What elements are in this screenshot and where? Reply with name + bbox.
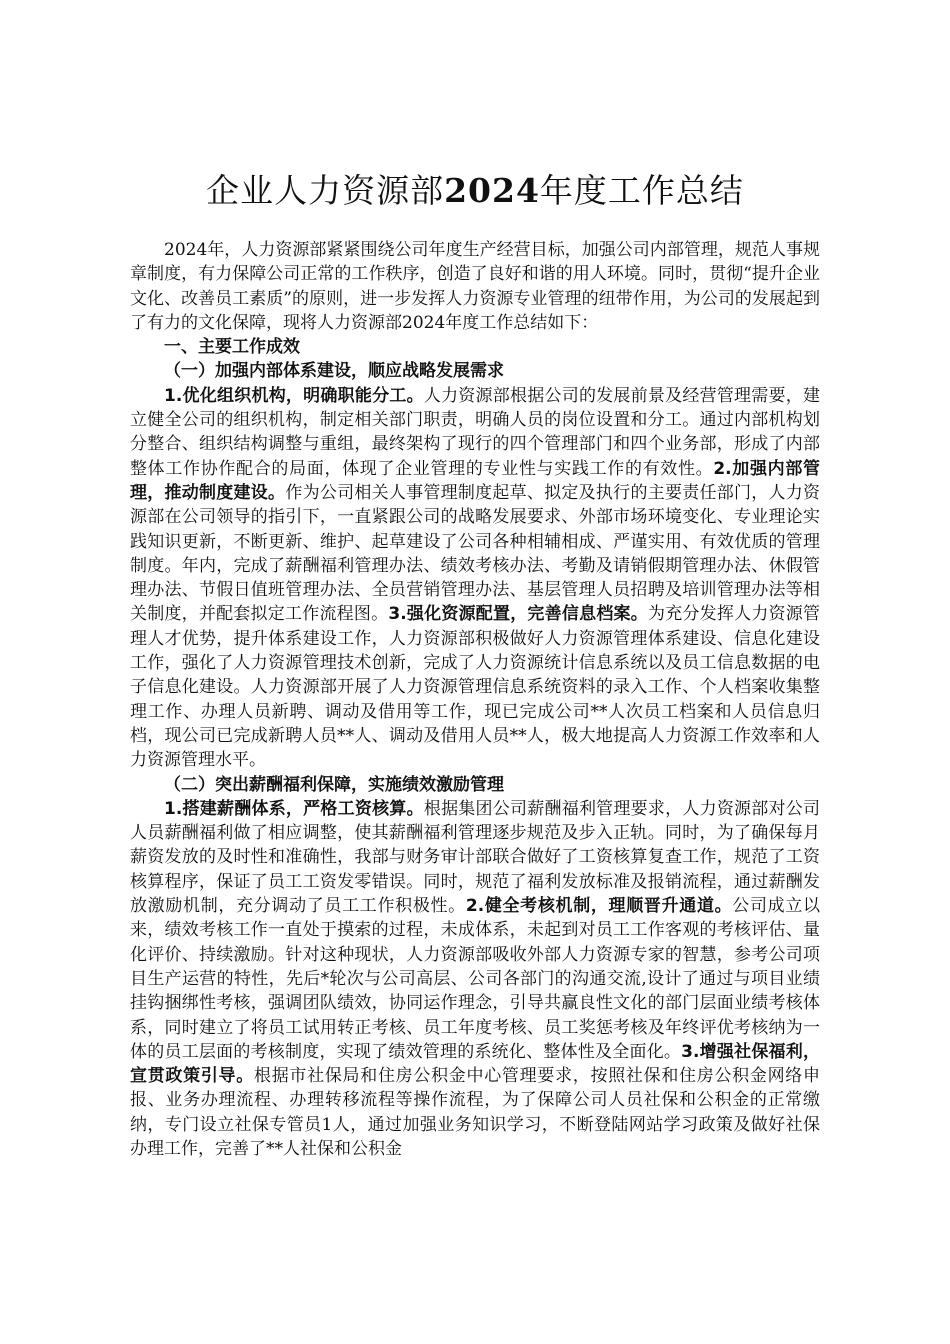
- document-body: [130, 238, 820, 1161]
- document-title: [0, 168, 950, 214]
- subsection-heading-2: （二）突出薪酬福利保障，实施绩效激励管理: [164, 774, 504, 795]
- item-lead: 1.优化组织机构，明确职能分工。: [164, 385, 424, 406]
- item-lead: 3.增强社保福利，宣贯政策引导。: [130, 1041, 820, 1087]
- intro-paragraph: 2024年，人力资源部紧紧围绕公司年度生产经营目标，加强公司内部管理，规范人事规章制度，有力保障公司正常的工作秩序，创造了良好和谐的用人环境。同时，贯彻“提升企业文化、改善员工素质”的原则，进一步发挥人力资源专业管理的纽带作用，为公司的发展起到了有力的文化保障，现将人力资源部2024年度工作总结如下：: [130, 240, 820, 333]
- subsection-2-paragraph: [130, 797, 820, 1161]
- subsection-1-paragraph: [130, 384, 820, 773]
- item-text: 人力资源部根据公司的发展前景及经营管理需要，建立健全公司的组织机构，制定相关部门职责，明确人员的岗位设置和分工。通过内部机构划分整合、组织结构调整与重组，最终架构了现行的四个管理部门和四个业务部，形成了内部整体工作协作配合的局面，体现了企业管理的专业性与实践工作的有效性。: [130, 385, 821, 479]
- title-prefix: 企业人力资源部: [206, 171, 445, 210]
- item-text: 为充分发挥人力资源管理人才优势，提升体系建设工作，人力资源部积极做好人力资源管理体系建设、信息化建设工作，强化了人力资源管理技术创新，完成了人力资源统计信息系统以及员工信息数据的电子信息化建设。人力资源部开展了人力资源管理信息系统资料的录入工作、个人档案收集整理工作、办理人员新聘、调动及借用等工作，现已完成公司**人次员工档案和人员信息归档，现公司已完成新聘人员**人、调动及借用人员**人，极大地提高人力资源工作效率和人力资源管理水平。: [130, 604, 821, 771]
- item-text: 公司成立以来，绩效考核工作一直处于摸索的过程，未成体系，未起到对员工工作客观的考核评估、量化评价、持续激励。针对这种现状，人力资源部吸收外部人力资源专家的智慧，参考公司项目生产运营的特性，先后*轮次与公司高层、公司各部门的沟通交流,设计了通过与项目业绩挂钩捆绑性考核，强调团队绩效，协同运作理念，引导共赢良性文化的部门层面业绩考核体系，同时建立了将员工试用转正考核、员工年度考核、员工奖惩考核及年终评优考核纳为一体的员工层面的考核制度，实现了绩效管理的系统化、整体性及全面化。: [130, 896, 821, 1062]
- subsection-heading-1: （一）加强内部体系建设，顺应战略发展需求: [164, 361, 504, 382]
- item-lead: 2.加强内部管理，推动制度建设。: [130, 458, 820, 503]
- item-text: 根据市社保局和住房公积金中心管理要求，按照社保和住房公积金网络申报、业务办理流程、办理转移流程等操作流程，为了保障公司人员社保和公积金的正常缴纳，专门设立社保专管员1人，通过加强业务知识学习，不断登陆网站学习政策及做好社保办理工作，完善了**人社保和公积金: [130, 1066, 821, 1159]
- title-year: 2024: [444, 171, 540, 210]
- title-suffix: 年度工作总结: [539, 171, 744, 210]
- section-heading-1: 一、主要工作成效: [164, 337, 300, 358]
- item-text: 根据集团公司薪酬福利管理要求，人力资源部对公司人员薪酬福利做了相应调整，使其薪酬福利管理逐步规范及步入正轨。同时，为了确保每月薪资发放的及时性和准确性，我部与财务审计部联合做好了工资核算复查工作，规范了工资核算程序，保证了员工工资发零错误。同时，规范了福利发放标准及报销流程，通过薪酬发放激励机制，充分调动了员工工作积极性。: [130, 798, 821, 917]
- item-lead: 3.强化资源配置，完善信息档案。: [388, 604, 648, 625]
- item-lead: 1.搭建薪酬体系，严格工资核算。: [164, 798, 424, 819]
- item-text: 作为公司相关人事管理制度起草、拟定及执行的主要责任部门，人力资源部在公司领导的指引下，一直紧跟公司的战略发展要求、外部市场环境变化、专业理论实践知识更新，不断更新、维护、起草建设了公司各种相辅相成、严谨实用、有效优质的管理制度。年内，完成了薪酬福利管理办法、绩效考核办法、考勤及请销假期管理办法、休假管理办法、节假日值班管理办法、全员营销管理办法、基层管理人员招聘及培训管理办法等相关制度，并配套拟定工作流程图。: [130, 482, 821, 625]
- item-lead: 2.健全考核机制，理顺晋升通道。: [465, 896, 733, 917]
